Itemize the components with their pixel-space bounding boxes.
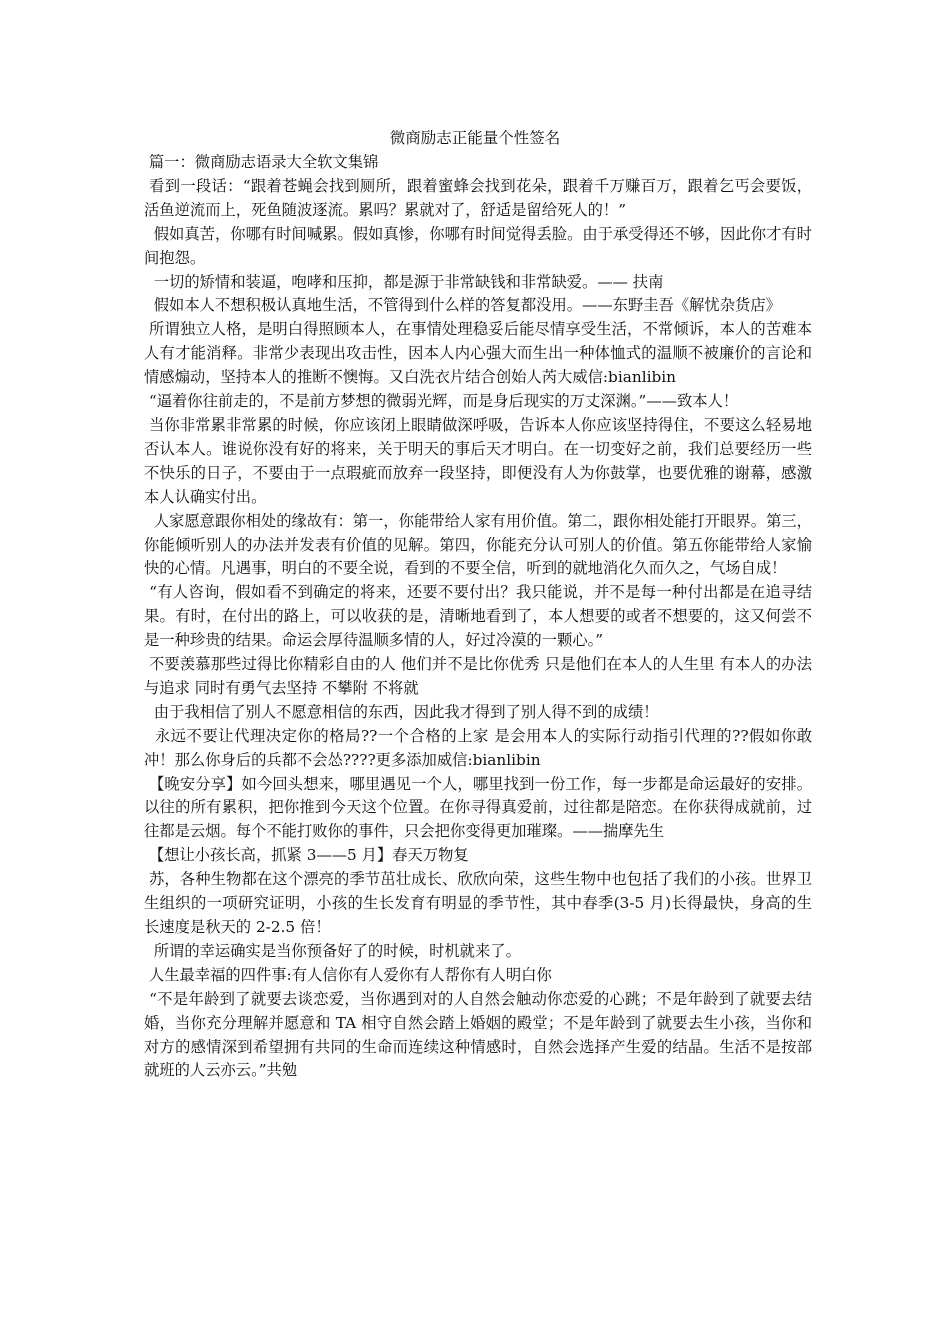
paragraph: 【想让小孩长高，抓紧 3——5 月】春天万物复: [144, 846, 469, 865]
paragraph: 不要羡慕那些过得比你精彩自由的人 他们并不是比你优秀 只是他们在本人的人生里 有本人的办法与追求 同时有勇气去坚持 不攀附 不将就: [144, 655, 812, 697]
paragraph: 苏，各种生物都在这个漂亮的季节茁壮成长、欣欣向荣，这些生物中也包括了我们的小孩。世界卫生组织的一项研究证明，小孩的生长发育有明显的季节性，其中春季(3-5 月)长得最快，身高的生长速度是秋天的 2-2.5 倍！: [144, 870, 812, 936]
paragraph: 假如本人不想积极认真地生活，不管得到什么样的答复都没用。——东野圭吾《解忧杂货店》: [144, 296, 781, 315]
paragraph: 【晚安分享】如今回头想来，哪里遇见一个人，哪里找到一份工作，每一步都是命运最好的安排。以往的所有累积，把你推到今天这个位置。在你寻得真爱前，过往都是陪恋。在你获得成就前，过往都是云烟。每个不能打败你的事件，只会把你变得更加璀璨。——揣摩先生: [144, 774, 812, 841]
paragraph: 所谓的幸运确实是当你预备好了的时候，时机就来了。: [144, 941, 521, 960]
paragraph: 所谓独立人格，是明白得照顾本人，在事情处理稳妥后能尽情享受生活，不常倾诉，本人的苦难本人有才能消释。非常少表现出攻击性，因本人内心强大而生出一种体恤式的温顺不被廉价的言论和情感煽动，坚持本人的推断不懊悔。又白洗衣片结合创始人芮大威信:bianlibin: [144, 320, 812, 387]
paragraph: 假如真苦，你哪有时间喊累。假如真惨，你哪有时间觉得丢脸。由于承受得还不够，因此你才有时间抱怨。: [144, 224, 812, 267]
paragraph: 篇一：微商励志语录大全软文集锦: [144, 153, 379, 171]
paragraph: 看到一段话：“跟着苍蝇会找到厕所，跟着蜜蜂会找到花朵，跟着千万赚百万，跟着乞丐会要饭，活鱼逆流而上，死鱼随波逐流。累吗？累就对了，舒适是留给死人的！”: [144, 176, 812, 219]
paragraph: 永远不要让代理决定你的格局??一个合格的上家 是会用本人的实际行动指引代理的??假如你敢冲！那么你身后的兵都不会怂????更多添加威信:bianlibin: [144, 726, 812, 769]
paragraph: “逼着你往前走的，不是前方梦想的微弱光辉，而是身后现实的万丈深渊。”——致本人！: [144, 392, 739, 411]
paragraph: 当你非常累非常累的时候，你应该闭上眼睛做深呼吸，告诉本人你应该坚持得住，不要这么轻易地否认本人。谁说你没有好的将来，关于明天的事后天才明白。在一切变好之前，我们总要经历一些不快乐的日子，不要由于一点瑕疵而放弃一段坚持，即便没有人为你鼓掌，也要优雅的谢幕，感激本人认确实付出。: [144, 415, 812, 506]
paragraph: 人生最幸福的四件事:有人信你有人爱你有人帮你有人明白你: [144, 965, 552, 984]
paragraph: 一切的矫情和装逼，咆哮和压抑，都是源于非常缺钱和非常缺爱。—— 扶南: [144, 272, 664, 291]
paragraph: “有人咨询，假如看不到确定的将来，还要不要付出？我只能说，并不是每一种付出都是在追寻结果。有时，在付出的路上，可以收获的是，清晰地看到了，本人想要的或者不想要的，这又何尝不是一种珍贵的结果。命运会厚待温顺多情的人，好过冷漠的一颗心。”: [144, 583, 812, 650]
paragraph: 人家愿意跟你相处的缘故有：第一，你能带给人家有用价值。第二，跟你相处能打开眼界。第三，你能倾听别人的办法并发表有价值的见解。第四，你能充分认可别人的价值。第五你能带给人家愉快的心情。凡遇事，明白的不要全说，看到的不要全信，听到的就地消化久而久之，气场自成！: [144, 511, 812, 578]
document-body: [144, 151, 812, 1083]
document-title: 微商励志正能量个性签名: [389, 129, 561, 147]
paragraph: 由于我相信了别人不愿意相信的东西，因此我才得到了别人得不到的成绩！: [144, 702, 659, 721]
paragraph: “不是年龄到了就要去谈恋爱，当你遇到对的人自然会触动你恋爱的心跳；不是年龄到了就要去结婚，当你充分理解并愿意和 TA 相守自然会踏上婚姻的殿堂；不是年龄到了就要去生小孩，当你和对方的感情深到希望拥有共同的生命而连续这种情感时，自然会选择产生爱的结晶。生活不是按部就班的人云亦云。”共勉: [144, 989, 812, 1080]
